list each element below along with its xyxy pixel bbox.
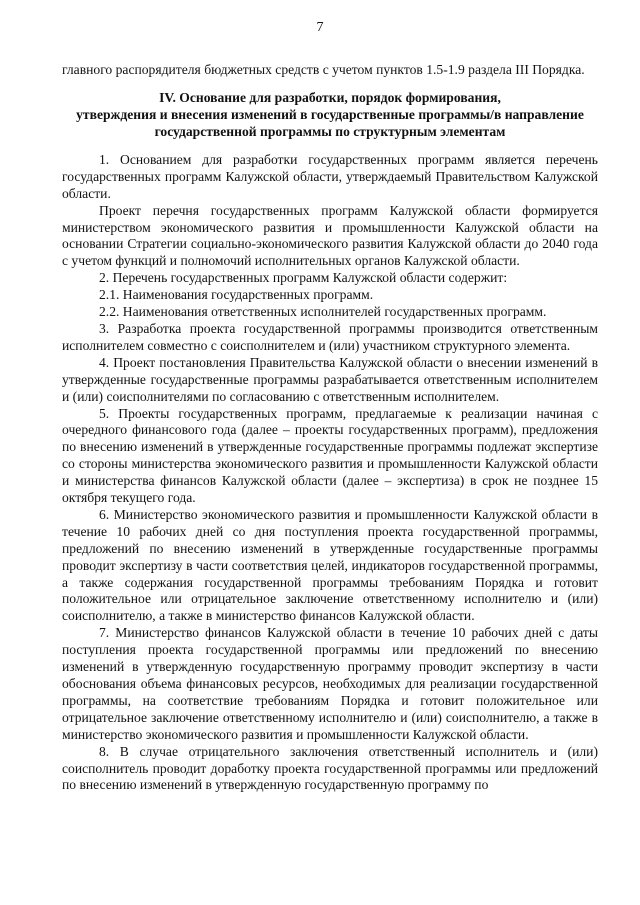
paragraph-2: 2. Перечень государственных программ Калужской области содержит: [99, 270, 508, 286]
paragraph-5: 5. Проекты государственных программ, предлагаемые к реализации начиная с очередного финансового года (далее – проекты государственных программ), предложения по внесению изменений в утвержденные государственные программы подлежат экспертизе со стороны министерства экономического развития и промышленности Калужской области и министерства финансов Калужской области (далее – экспертиза) в срок не позднее 15 октября текущего года. [62, 405, 598, 506]
paragraph-2-2: 2.2. Наименования ответственных исполнителей государственных программ. [99, 304, 547, 320]
paragraph-3: 3. Разработка проекта государственной программы производится ответственным исполнителем совместно с соисполнителем и (или) участником структурного элемента. [62, 320, 598, 353]
intro-paragraph: главного распорядителя бюджетных средств с учетом пунктов 1.5-1.9 раздела III Порядка. [62, 62, 585, 77]
section-heading-line: утверждения и внесения изменений в государственные программы/в направление [76, 106, 584, 122]
paragraph-2-1: 2.1. Наименования государственных программ. [99, 287, 374, 303]
spacer [62, 79, 598, 89]
paragraph-6: 6. Министерство экономического развития и промышленности Калужской области в течение 10 рабочих дней со дня поступления проекта государственной программы, предложений по внесению изменений в утвержденные государственные программы проводит экспертизу в части соответствия целей, индикаторов государственной программы, а также содержания государственной программы требованиям Порядка и готовит положительное или отрицательное заключение ответственному исполнителю и (или) соисполнителю, а также в министерство финансов Калужской области. [62, 506, 598, 624]
paragraph-1-list-draft: Проект перечня государственных программ Калужской области формируется министерством экономического развития и промышленности Калужской области на основании Стратегии социально-экономического развития Калужской области до 2040 года с учетом функций и полномочий исполнительных органов Калужской области. [62, 202, 598, 269]
paragraph-1: 1. Основанием для разработки государственных программ является перечень государственных программ Калужской области, утверждаемый Правительством Калужской области. [62, 151, 598, 201]
document-body [62, 62, 598, 794]
spacer [62, 140, 598, 152]
section-heading-line: IV. Основание для разработки, порядок формирования, [159, 89, 501, 105]
paragraph-8: 8. В случае отрицательного заключения ответственный исполнитель и (или) соисполнитель проводит доработку проекта государственной программы или предложений по внесению изменений в утвержденную государственную программу по [62, 743, 598, 793]
page-number: 7 [316, 20, 324, 35]
section-heading [62, 89, 598, 140]
paragraph-7: 7. Министерство финансов Калужской области в течение 10 рабочих дней с даты поступления проекта государственной программы или предложений по внесению изменений в утвержденную государственную программу проводит экспертизу в части обоснования объема финансовых ресурсов, необходимых для реализации государственной программы, на соответствие требованиям Порядка и готовит положительное или отрицательное заключение ответственному исполнителю и (или) соисполнителю, а также в министерство экономического развития и промышленности Калужской области. [62, 625, 598, 742]
paragraph-4: 4. Проект постановления Правительства Калужской области о внесении изменений в утвержденные государственные программы разрабатывается ответственным исполнителем и (или) соисполнителями по согласованию с ответственным исполнителем. [62, 354, 598, 404]
section-heading-line: государственной программы по структурным элементам [154, 123, 506, 139]
